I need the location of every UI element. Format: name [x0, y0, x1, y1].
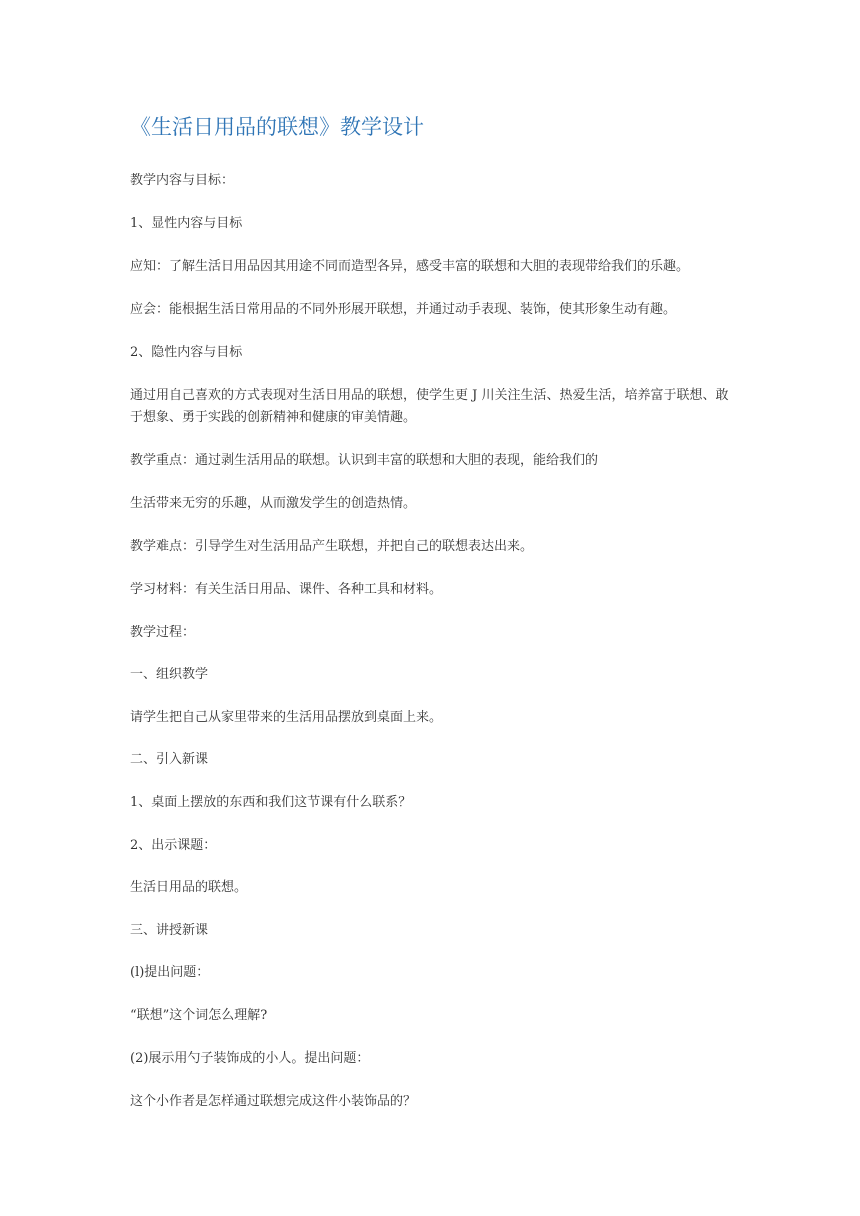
text-line: 生活日用品的联想。 [130, 880, 248, 895]
text-line: 2、隐性内容与目标 [130, 345, 243, 360]
document-title: 《生活日用品的联想》教学设计 [130, 115, 424, 139]
text-line: 1、桌面上摆放的东西和我们这节课有什么联系？ [130, 795, 412, 810]
text-line: 三、讲授新课 [130, 923, 209, 938]
text-line: 生活带来无穷的乐趣，从而激发学生的创造热情。 [130, 496, 417, 511]
text-line: 这个小作者是怎样通过联想完成这件小装饰品的？ [130, 1094, 417, 1109]
text-line: 教学过程： [130, 625, 196, 640]
text-line: 1、显性内容与目标 [130, 216, 243, 231]
text-line: (l)提出问题： [130, 965, 210, 980]
text-line: 应知：了解生活日用品因其用途不同而造型各异，感受丰富的联想和大胆的表现带给我们的乐趣。 [130, 259, 690, 274]
text-line: 学习材料：有关生活日用品、课件、各种工具和材料。 [130, 582, 443, 597]
text-line: (2)展示用勺子装饰成的小人。提出问题： [130, 1051, 370, 1066]
text-line: “联想”这个词怎么理解? [130, 1008, 268, 1023]
text-line: 请学生把自己从家里带来的生活用品摆放到桌面上来。 [130, 710, 443, 725]
text-line: 一、组织教学 [130, 667, 209, 682]
text-line: 教学内容与目标： [130, 173, 235, 188]
text-line: 2、出示课题： [130, 838, 217, 853]
text-line: 教学难点：引导学生对生活用品产生联想，并把自己的联想表达出来。 [130, 539, 534, 554]
text-paragraph: 通过用自己喜欢的方式表现对生活日用品的联想，使学生更 J 川关注生活、热爱生活，培养富于联想、敢于想象、勇于实践的创新精神和健康的审美情趣。 [130, 388, 729, 425]
text-line: 应会：能根据生活日常用品的不同外形展开联想，并通过动手表现、装饰，使其形象生动有趣。 [130, 302, 677, 317]
text-line: 二、引入新课 [130, 752, 209, 767]
text-line: 教学重点：通过剥生活用品的联想。认识到丰富的联想和大胆的表现，能给我们的 [130, 453, 599, 468]
